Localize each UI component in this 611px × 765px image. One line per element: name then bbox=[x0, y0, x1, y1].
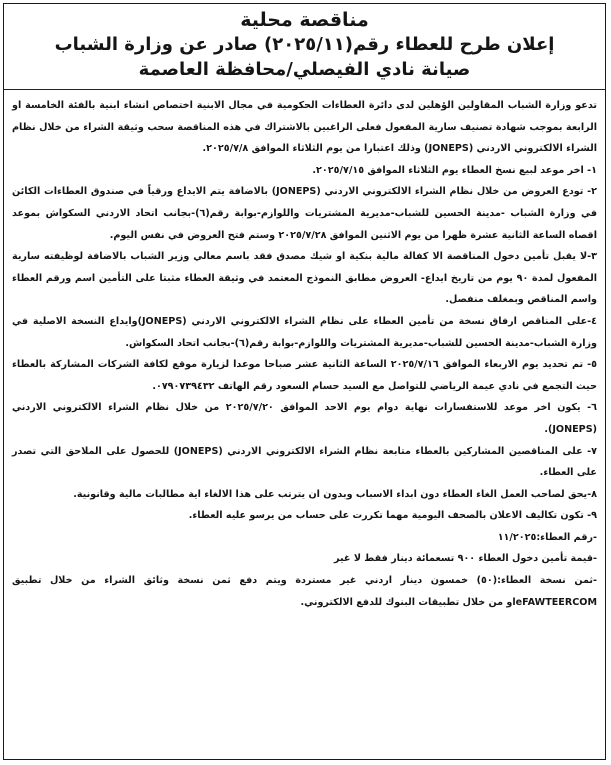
intro-paragraph: تدعو وزارة الشباب المقاولين الؤهلين لدى دائرة العطاءات الحكومية في مجال الابنية اختصاص انشاء ابنية بالفئة الخامسة او الرابعة بموجب شهادة تصنيف سارية المفعول فعلى الراغبين بالاشتراك في هذه المناقصة سحب وثيقة الشراء من خلال نظام الشراء الالكتروني الاردني (JONEPS) وذلك اعتبارا من يوم الثلاثاء الموافق ٢٠٢٥/٧/٨. bbox=[12, 100, 597, 155]
tender-announcement bbox=[3, 3, 606, 760]
announcement-project-line: صيانة نادي الفيصلي/محافظة العاصمة bbox=[138, 59, 471, 80]
clause-4: ٤-على المناقص ارفاق نسخة من تأمين العطاء على نظام الشراء الالكتروني الاردني (JONEPS)وايداع النسخة الاصلية في وزارة الشباب-مدينة الحسين للشباب-مديرية المشتريات واللوازم-بوابة رقم(٦)-بجانب اتحاد السكواش. bbox=[12, 315, 597, 349]
bid-bond-value: -قيمة تأمين دخول العطاء ٩٠٠ تسعمائة دينار فقط لا غير bbox=[334, 553, 597, 565]
clause-1: ١- اخر موعد لبيع نسخ العطاء يوم الثلاثاء الموافق ٢٠٢٥/٧/١٥. bbox=[312, 164, 597, 176]
document-price: -ثمن نسخة العطاء:(٥٠) خمسون دينار اردني غير مستردة ويتم دفع ثمن نسخة وثائق الشراء من خلال تطبيق eFAWTEERCOMاو من خلال تطبيقات البنوك للدفع الالكتروني. bbox=[12, 575, 597, 608]
clause-8: ٨-يحق لصاحب العمل الغاء العطاء دون ابداء الاسباب وبدون ان يترتب على هذا الالغاء اية مطالبات مالية وقانونية. bbox=[73, 488, 597, 500]
clause-6: ٦- يكون اخر موعد للاستفسارات نهاية دوام يوم الاحد الموافق ٢٠٢٥/٧/٢٠ من خلال نظام الشراء الالكتروني الاردني (JONEPS). bbox=[12, 402, 597, 435]
tender-number: -رقم العطاء:١١/٢٠٢٥ bbox=[497, 531, 597, 543]
announcement-type-title: مناقصة محلية bbox=[240, 9, 369, 31]
announcement-body bbox=[4, 90, 605, 613]
clause-5: ٥- تم تحديد يوم الاربعاء الموافق ٢٠٢٥/٧/١٦ الساعة الثانية عشر صباحا موعدا لزيارة موقع لكافة الشركات المشاركة بالعطاء حيث التجمع في نادي عيمة الرياضي للتواصل مع السيد حسام السعود رقم الهاتف ٠٧٩٠٧٣٩٤٣٢. bbox=[12, 359, 597, 392]
clause-7: ٧- على المناقصين المشاركين بالعطاء متابعة نظام الشراء الالكتروني الاردني (JONEPS) للحصول على الملاحق التي تصدر على العطاء. bbox=[12, 445, 597, 479]
announcement-header bbox=[4, 4, 605, 82]
announcement-tender-line: إعلان طرح للعطاء رقم(٢٠٢٥/١١) صادر عن وزارة الشباب bbox=[54, 34, 555, 55]
clause-3: ٣-لا يقبل تأمين دخول المناقصة الا كفالة مالية بنكية او شيك مصدق فقد باسم معالي وزير الشباب بالاضافة لوظيفته سارية المفعول لمدة ٩٠ يوم من تاريخ ايداع- العروض مطابق النموذج المعتمد في وثيقة العطاء مثبتا على التأمين اسم ورقم العطاء واسم المناقص وبمغلف منفصل. bbox=[12, 251, 597, 306]
clause-2: ٢- تودع العروض من خلال نظام الشراء الالكتروني الاردني (JONEPS) بالاضافة يتم الايداع ورقياً في صندوق العطاءات الكائن في وزارة الشباب -مدينة الحسين للشباب-مديرية المشتريات واللوازم-بوابة رقم(٦)-بجانب اتحاد الاردني السكواش بموعد اقصاه الساعة الثانية عشرة ظهرا من يوم الاثنين الموافق ٢٠٢٥/٧/٢٨ وستم فتح العروض في نفس اليوم. bbox=[12, 186, 597, 241]
clause-9: ٩- تكون تكاليف الاعلان بالصحف اليومية مهما تكررت على حساب من يرسو عليه العطاء. bbox=[188, 510, 597, 522]
